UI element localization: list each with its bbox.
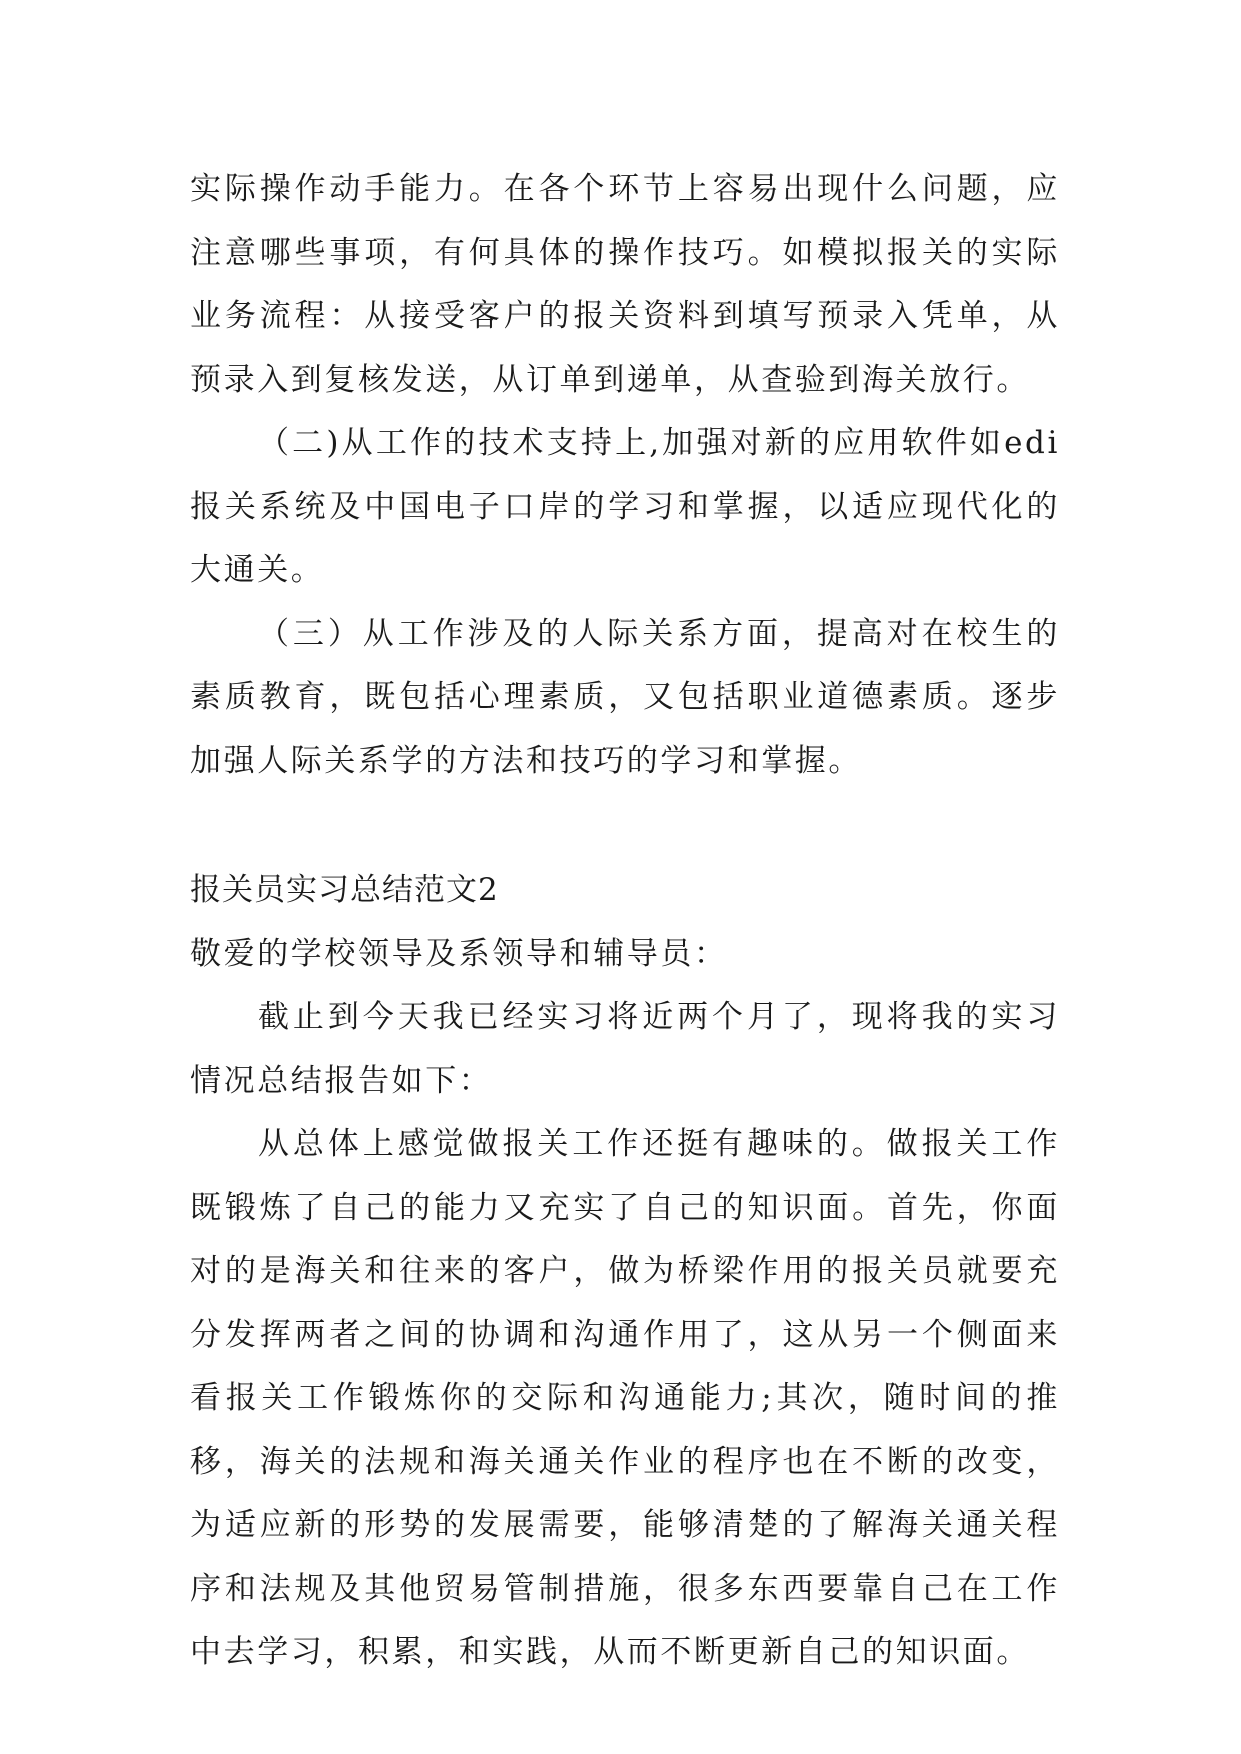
- salutation: 敬爱的学校领导及系领导和辅导员：: [190, 935, 728, 972]
- document-page: [190, 158, 1060, 1685]
- paragraph-intro: 截止到今天我已经实习将近两个月了，现将我的实习情况总结报告如下：: [190, 999, 1060, 1099]
- section-gap: [190, 793, 1060, 859]
- paragraph-item-3: （三）从工作涉及的人际关系方面，提高对在校生的素质教育，既包括心理素质，又包括职业道德素质。逐步加强人际关系学的方法和技巧的学习和掌握。: [190, 615, 1060, 779]
- paragraph-continuation: 实际操作动手能力。在各个环节上容易出现什么问题，应注意哪些事项，有何具体的操作技巧。如模拟报关的实际业务流程：从接受客户的报关资料到填写预录入凭单，从预录入到复核发送，从订单到递单，从查验到海关放行。: [190, 171, 1060, 398]
- paragraph-body: 从总体上感觉做报关工作还挺有趣味的。做报关工作既锻炼了自己的能力又充实了自己的知识面。首先，你面对的是海关和往来的客户，做为桥梁作用的报关员就要充分发挥两者之间的协调和沟通作用了，这从另一个侧面来看报关工作锻炼你的交际和沟通能力;其次，随时间的推移，海关的法规和海关通关作业的程序也在不断的改变，为适应新的形势的发展需要，能够清楚的了解海关通关程序和法规及其他贸易管制措施，很多东西要靠自己在工作中去学习，积累，和实践，从而不断更新自己的知识面。: [190, 1126, 1060, 1670]
- paragraph-item-2: （二)从工作的技术支持上,加强对新的应用软件如edi报关系统及中国电子口岸的学习和掌握，以适应现代化的大通关。: [190, 425, 1060, 588]
- section-title: 报关员实习总结范文2: [190, 872, 499, 908]
